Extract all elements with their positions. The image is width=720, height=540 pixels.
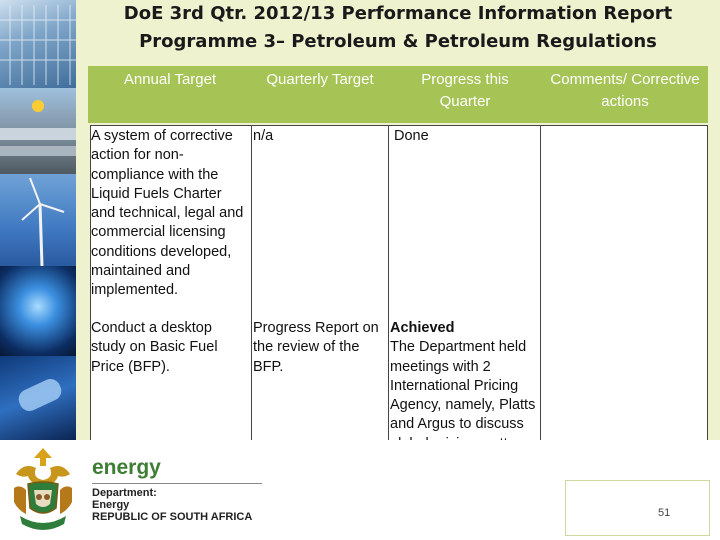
table-border-right [707,125,708,471]
row1-progress-status: Done [394,128,429,144]
page-title [76,0,720,56]
title-line-2: Programme 3– Petroleum & Petroleum Regulations [139,31,657,52]
coat-of-arms-icon [6,444,80,534]
republic-label: REPUBLIC OF SOUTH AFRICA [92,511,253,523]
table-divider-1 [251,125,252,471]
row1-quarterly-target: n/a [253,128,274,144]
page-number-box [565,480,710,536]
row2-progress-detail: The Department held meetings with 2 International Pricing Agency, namely, Platts and Argus to discuss [390,339,536,433]
row2-quarterly-target: Progress Report on the review of the BFP. [253,320,379,375]
wind-turbine-graphic [0,174,76,266]
table-divider-3 [540,125,541,471]
table-divider-2 [388,125,389,471]
dept-line-1: Department: [92,487,157,499]
energy-logo-word: energy [92,456,161,479]
pipeline-photo [0,88,76,174]
gas-flame-photo [0,266,76,356]
solar-panel-photo [0,0,76,88]
page-number: 51 [658,507,671,519]
solar-panel-graphic [0,0,76,88]
department-label [92,487,157,511]
row2-annual-target: Conduct a desktop study on Basic Fuel Price (BFP). [91,320,218,375]
header-annual-target: Annual Target [123,71,217,88]
dept-line-2: Energy [92,499,130,511]
light-bulb-photo [0,356,76,440]
row1-annual-target: A system of corrective action for non-compliance with the Liquid Fuels Charter and technical, legal and commercial licensing conditions developed, maintained and implemented. [91,128,244,299]
footer-divider [92,483,262,484]
left-photo-strip [0,0,76,440]
pipeline-graphic [0,88,76,174]
bulb-graphic [0,356,76,440]
header-comments: Comments/ Corrective actions [550,71,700,110]
wind-turbine-photo [0,174,76,266]
table-border-top [90,125,707,126]
row2-progress [390,319,538,454]
header-progress: Progress this Quarter [421,71,509,110]
title-line-1: DoE 3rd Qtr. 2012/13 Performance Information Report [123,3,673,24]
row2-progress-status: Achieved [390,320,455,336]
header-quarterly-target: Quarterly Target [266,71,374,88]
